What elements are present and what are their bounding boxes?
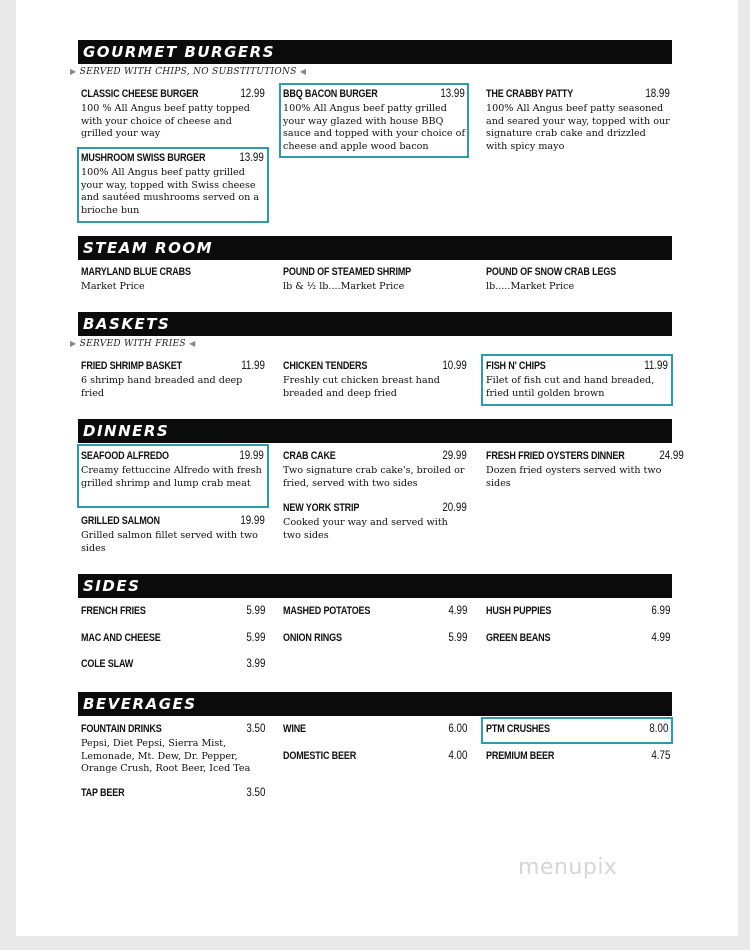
item-description: Pepsi, Diet Pepsi, Sierra Mist, Lemonade, Mt. Dew, Dr. Pepper, Orange Crush, Root Beer, Iced Tea: [81, 738, 251, 775]
item-description: Two signature crab cake's, broiled or fried, served with two sides: [283, 465, 465, 489]
menu-item: [283, 750, 467, 762]
section-header-steam-room: STEAM ROOM: [78, 236, 672, 260]
item-price: 20.99: [442, 502, 467, 514]
item-description: lb & ½ lb....Market Price: [283, 281, 405, 292]
item-name: THE CRABBY PATTY: [486, 88, 574, 100]
menu-item-highlighted: [79, 446, 267, 506]
menu-item: [81, 632, 265, 644]
section-header-sides: SIDES: [78, 574, 672, 598]
section-header-baskets: BASKETS: [78, 312, 672, 336]
item-name: POUND OF SNOW CRAB LEGS: [486, 266, 617, 278]
item-name: MASHED POTATOES: [283, 605, 371, 617]
item-price: 13.99: [440, 88, 465, 100]
item-name: POUND OF STEAMED SHRIMP: [283, 266, 412, 278]
menu-item: [283, 266, 467, 294]
item-description: 100 % All Angus beef patty topped with your choice of cheese and grilled your way: [81, 103, 250, 140]
item-name: COLE SLAW: [81, 658, 134, 670]
menu-item: [283, 360, 467, 400]
menu-item: [283, 450, 467, 490]
item-price: 13.99: [239, 152, 264, 164]
item-price: 3.99: [245, 658, 265, 670]
item-name: BBQ BACON BURGER: [283, 88, 378, 100]
menu-item: [81, 787, 265, 799]
item-price: 12.99: [240, 88, 265, 100]
item-price: 24.99: [659, 450, 684, 462]
menu-item-highlighted: [483, 356, 671, 404]
item-price: 5.99: [245, 605, 265, 617]
baskets-note: [70, 339, 196, 349]
item-name: MAC AND CHEESE: [81, 632, 161, 644]
item-price: 18.99: [645, 88, 670, 100]
menu-item: [283, 723, 467, 735]
item-description: Grilled salmon fillet served with two sides: [81, 530, 258, 554]
item-price: 11.99: [241, 360, 265, 372]
menu-item: [486, 632, 670, 644]
item-description: Creamy fettuccine Alfredo with fresh grilled shrimp and lump crab meat: [81, 465, 262, 489]
item-price: 4.99: [447, 605, 467, 617]
baskets-note-text: SERVED WITH FRIES: [79, 339, 186, 349]
section-header-burgers: GOURMET BURGERS: [78, 40, 672, 64]
menu-item: [486, 88, 670, 153]
item-name: FOUNTAIN DRINKS: [81, 723, 162, 735]
item-price: 29.99: [442, 450, 467, 462]
item-price: 6.00: [447, 723, 467, 735]
menu-item: [81, 266, 265, 294]
burgers-note-text: SERVED WITH CHIPS, NO SUBSTITUTIONS: [79, 67, 297, 77]
item-price: 11.99: [644, 360, 668, 372]
item-price: 4.99: [650, 632, 670, 644]
item-description: 100% All Angus beef patty seasoned and seared your way, topped with our signature crab cake and drizzled with spicy mayo: [486, 103, 670, 152]
item-name: GRILLED SALMON: [81, 515, 160, 527]
item-name: PREMIUM BEER: [486, 750, 555, 762]
section-header-dinners: DINNERS: [78, 419, 672, 443]
menu-item: [486, 450, 684, 490]
triangle-left-icon: ◀: [189, 339, 196, 348]
menu-item: [283, 502, 467, 542]
item-price: 5.99: [447, 632, 467, 644]
item-name: NEW YORK STRIP: [283, 502, 360, 514]
item-price: 4.00: [447, 750, 467, 762]
menu-item: [486, 605, 670, 617]
item-name: TAP BEER: [81, 787, 125, 799]
item-price: 5.99: [245, 632, 265, 644]
section-header-beverages: BEVERAGES: [78, 692, 672, 716]
item-name: ONION RINGS: [283, 632, 342, 644]
item-name: FRENCH FRIES: [81, 605, 146, 617]
item-price: 3.50: [245, 787, 265, 799]
item-description: Dozen fried oysters served with two sides: [486, 465, 662, 489]
item-price: 4.75: [650, 750, 670, 762]
item-description: 100% All Angus beef patty grilled your way glazed with house BBQ sauce and topped with your choice of cheese and apple wood bacon: [283, 103, 465, 152]
triangle-right-icon: ▶: [70, 339, 77, 348]
menu-item: [81, 515, 265, 555]
menu-item-highlighted: [281, 85, 467, 156]
item-name: CRAB CAKE: [283, 450, 336, 462]
item-name: DOMESTIC BEER: [283, 750, 357, 762]
item-description: lb.....Market Price: [486, 281, 575, 292]
item-name: WINE: [283, 723, 306, 735]
watermark-logo: menupix: [518, 855, 618, 880]
menu-item: [283, 632, 467, 644]
menu-item: [81, 88, 265, 141]
item-name: HUSH PUPPIES: [486, 605, 552, 617]
item-name: GREEN BEANS: [486, 632, 551, 644]
item-description: Cooked your way and served with two sides: [283, 517, 448, 541]
item-price: 10.99: [442, 360, 467, 372]
item-description: Filet of fish cut and hand breaded, fried until golden brown: [486, 375, 655, 399]
menu-item: [486, 266, 670, 294]
menu-item: [486, 750, 670, 762]
item-name: CHICKEN TENDERS: [283, 360, 368, 372]
item-price: 3.50: [245, 723, 265, 735]
menu-item: [81, 360, 265, 400]
item-price: 8.00: [648, 723, 668, 735]
item-price: 19.99: [240, 515, 265, 527]
item-name: FISH N' CHIPS: [486, 360, 546, 372]
item-description: Market Price: [81, 281, 145, 292]
menu-item: [81, 723, 265, 776]
triangle-left-icon: ◀: [299, 67, 307, 76]
item-description: 6 shrimp hand breaded and deep fried: [81, 375, 243, 399]
item-name: CLASSIC CHEESE BURGER: [81, 88, 199, 100]
item-name: FRESH FRIED OYSTERS DINNER: [486, 450, 625, 462]
item-name: SEAFOOD ALFREDO: [81, 450, 169, 462]
burgers-note: [70, 67, 306, 77]
menu-item: [81, 658, 265, 670]
item-name: MARYLAND BLUE CRABS: [81, 266, 191, 278]
menu-item-highlighted: [483, 719, 671, 742]
menu-item: [81, 605, 265, 617]
item-description: 100% All Angus beef patty grilled your way, topped with Swiss cheese and sautéed mushrooms served on a brioche bun: [81, 167, 260, 216]
item-name: PTM CRUSHES: [486, 723, 550, 735]
triangle-right-icon: ▶: [70, 67, 77, 76]
item-description: Freshly cut chicken breast hand breaded and deep fried: [283, 375, 440, 399]
menu-item-highlighted: [79, 149, 267, 221]
item-name: FRIED SHRIMP BASKET: [81, 360, 182, 372]
item-price: 19.99: [239, 450, 264, 462]
item-price: 6.99: [650, 605, 670, 617]
item-name: MUSHROOM SWISS BURGER: [81, 152, 206, 164]
menu-item: [283, 605, 467, 617]
